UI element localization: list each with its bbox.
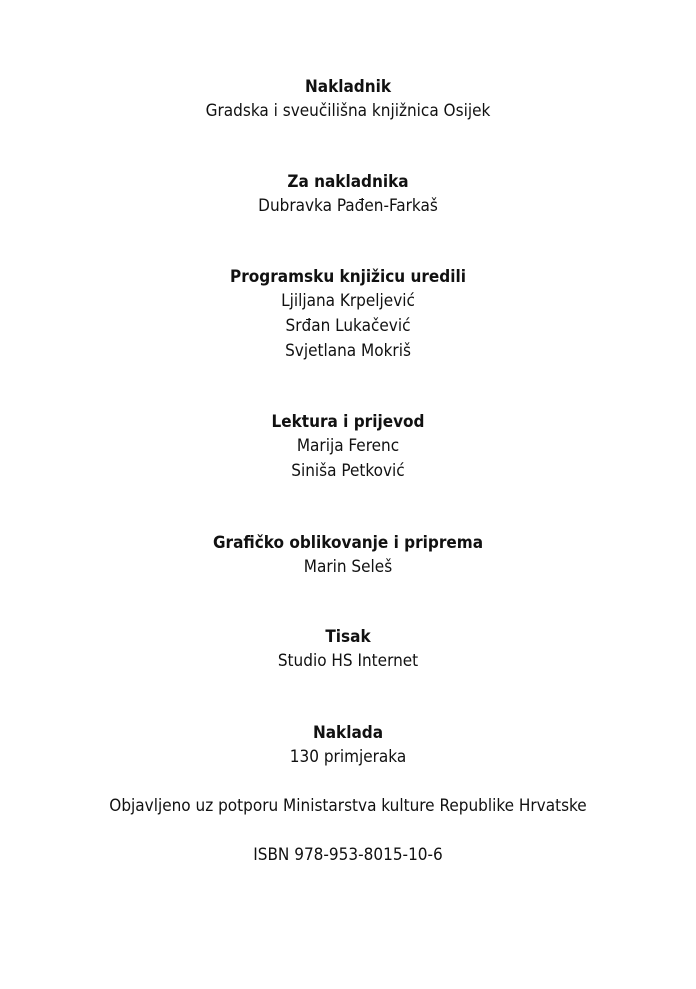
name-urednik-1: Ljiljana Krpeljević (281, 291, 415, 311)
name-naklada: 130 primjeraka (289, 747, 407, 767)
isbn: ISBN 978-953-8015-10-6 (253, 845, 443, 865)
name-za-nakladnika: Dubravka Pađen-Farkaš (258, 196, 438, 216)
name-urednik-3: Svjetlana Mokriš (285, 341, 411, 361)
heading-urednici: Programsku knjižicu uredili (230, 267, 466, 287)
name-urednik-2: Srđan Lukačević (285, 316, 411, 336)
name-tisak: Studio HS Internet (277, 651, 419, 671)
heading-naklada: Naklada (312, 723, 384, 743)
name-lektura-2: Siniša Petković (291, 461, 405, 481)
heading-za-nakladnika: Za nakladnika (287, 172, 409, 192)
name-lektura-1: Marija Ferenc (296, 436, 400, 456)
heading-graficko: Grafičko oblikovanje i priprema (212, 533, 484, 553)
heading-nakladnik: Nakladnik (304, 77, 392, 97)
name-graficko: Marin Seleš (303, 557, 393, 577)
support-note: Objavljeno uz potporu Ministarstva kulture Republike Hrvatske (109, 796, 587, 816)
name-nakladnik: Gradska i sveučilišna knjižnica Osijek (205, 101, 491, 121)
heading-tisak: Tisak (325, 627, 371, 647)
heading-lektura: Lektura i prijevod (271, 412, 425, 432)
